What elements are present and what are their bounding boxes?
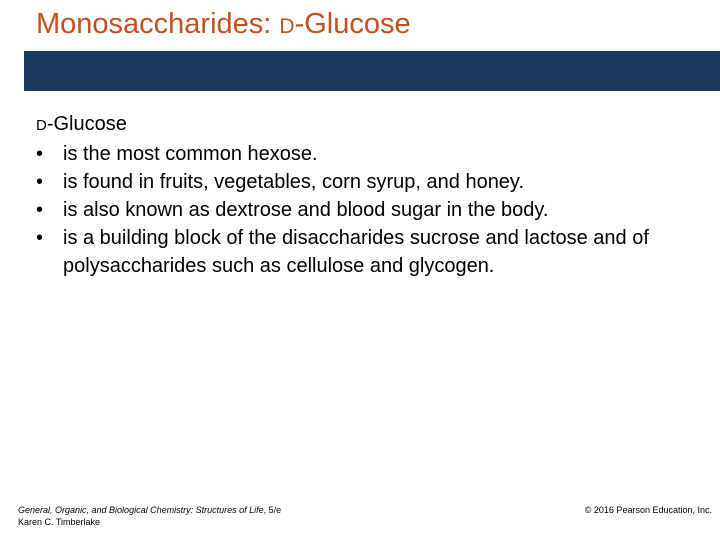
title-prefix: Monosaccharides: [36,8,280,40]
bullet-text: is also known as dextrose and blood sugar in the body. [63,199,549,221]
header-band [24,51,720,91]
footer-citation [18,504,281,528]
footer-book-line [18,504,281,516]
footer-author: Karen C. Timberlake [18,517,101,527]
footer-copyright: © 2016 Pearson Education, Inc. [584,505,712,515]
title-small-caps-d: D [279,15,295,38]
bullet-text: is the most common hexose. [63,143,318,165]
bullet-text: is found in fruits, vegetables, corn syrup, and honey. [63,171,525,193]
bullet-icon: • [36,227,44,249]
bullet-icon: • [36,171,44,193]
heading-small-caps-d: D [36,117,47,134]
slide-content [36,110,706,280]
heading-rest: -Glucose [46,113,127,135]
bullet-item [36,196,706,224]
footer-book-title: General, Organic, and Biological Chemistry: Structures of Life [18,505,264,515]
bullet-icon: • [36,143,44,165]
slide-title [36,4,411,47]
bullet-item [36,168,706,196]
content-heading [36,110,706,140]
bullet-item [36,224,706,280]
bullet-icon: • [36,199,44,221]
bullet-item [36,140,706,168]
title-suffix: -Glucose [294,8,411,40]
bullet-list [36,140,706,280]
footer-edition: , 5/e [263,505,282,515]
bullet-text: is a building block of the disaccharides sucrose and lactose and of polysaccharides such as cellulose and glycogen. [63,227,649,277]
